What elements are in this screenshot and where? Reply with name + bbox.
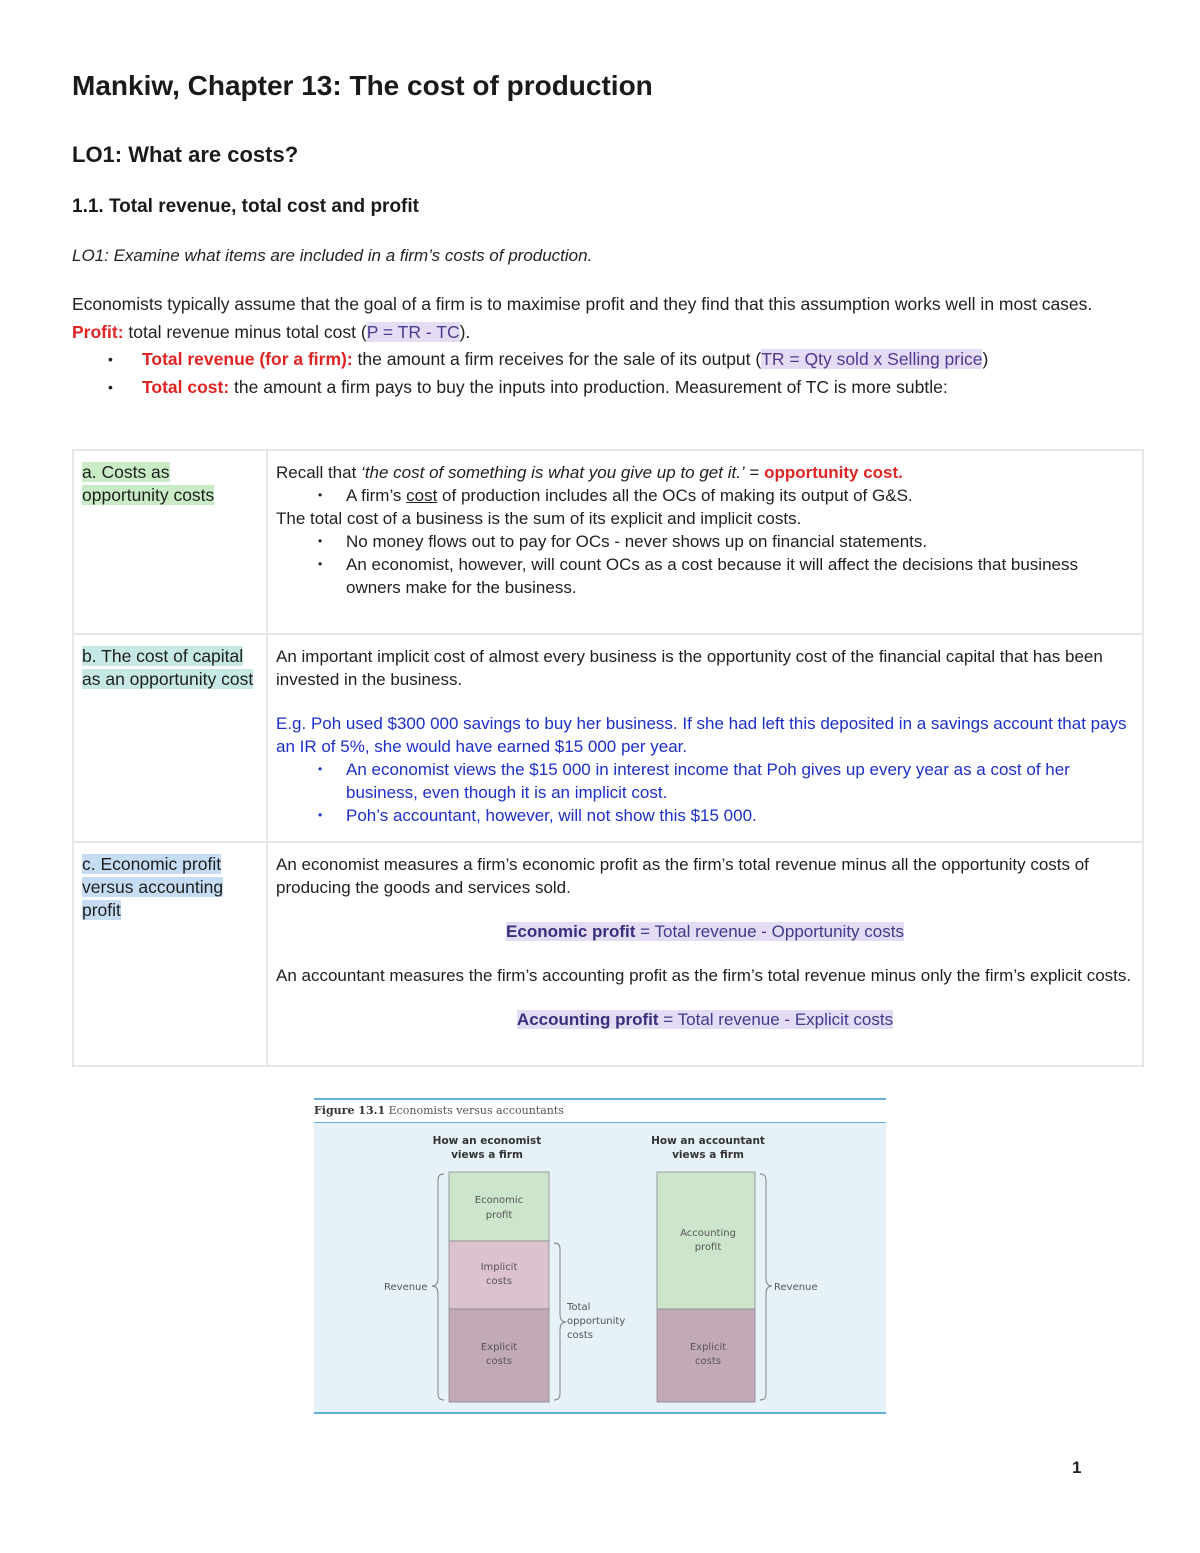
- list-item: • No money flows out to pay for OCs - never shows up on financial statements.: [346, 530, 1134, 553]
- figure-number: Figure 13.1: [314, 1104, 386, 1117]
- toc-label-1: Total: [567, 1302, 591, 1313]
- figure-caption: Economists versus accountants: [385, 1104, 564, 1117]
- implicit-costs-label-1: Implicit: [480, 1262, 518, 1273]
- economic-profit-label-2: profit: [485, 1210, 513, 1221]
- implicit-costs-block: [449, 1241, 549, 1309]
- document-title: Mankiw, Chapter 13: The cost of production: [72, 70, 653, 101]
- opportunity-cost-term: opportunity cost.: [764, 463, 903, 482]
- explicit-costs-label-1: Explicit: [480, 1342, 518, 1353]
- econ-heading-1: How an economist: [432, 1135, 542, 1147]
- formula-term: Accounting profit: [516, 1010, 659, 1029]
- economic-profit-label-1: Economic: [474, 1195, 524, 1206]
- definition-list: [72, 345, 1132, 401]
- figure-13-1: [314, 1098, 886, 1414]
- text: Recall that: [276, 463, 362, 482]
- lo-heading: LO1: What are costs?: [72, 142, 299, 167]
- list-item: • An economist views the $15 000 in interest income that Poh gives up every year as a cost of her business, even though it is an implicit cost.: [346, 758, 1134, 804]
- table-row: [73, 842, 1143, 1066]
- economic-profit-formula: [506, 922, 904, 941]
- explicit-costs-label-2: costs: [486, 1356, 512, 1367]
- revenue-label-left: Revenue: [384, 1282, 428, 1293]
- figure-diagram: [314, 1100, 886, 1412]
- paragraph: The total cost of a business is the sum of its explicit and implicit costs.: [276, 509, 802, 528]
- cost-table: [72, 449, 1144, 1067]
- profit-formula: P = TR - TC: [366, 322, 460, 342]
- accounting-profit-label-2: profit: [694, 1242, 722, 1253]
- lo-statement: LO1: Examine what items are included in a firm’s costs of production.: [72, 246, 593, 265]
- text: A firm’s: [346, 486, 407, 505]
- example-paragraph: E.g. Poh used $300 000 savings to buy her business. If she had left this deposited in a savings account that pays an IR of 5%, she would have earned $15 000 per year.: [276, 714, 1127, 756]
- list-item: [142, 373, 1132, 401]
- total-revenue-term: Total revenue (for a firm):: [142, 349, 353, 369]
- total-cost-text: the amount a firm pays to buy the inputs into production. Measurement of TC is more subtle:: [229, 377, 948, 397]
- total-revenue-text: the amount a firm receives for the sale of its output (: [352, 349, 762, 369]
- accountant-explicit-label-1: Explicit: [689, 1342, 727, 1353]
- total-revenue-end: ): [982, 349, 989, 369]
- table-row: [73, 450, 1143, 634]
- list-item: [142, 345, 1132, 373]
- row-content-cell: [267, 634, 1143, 842]
- row-label: b. The cost of capital as an opportunity cost: [82, 646, 254, 689]
- row-content-cell: [267, 842, 1143, 1066]
- list-item: • Poh’s accountant, however, will not show this $15 000.: [346, 804, 1134, 827]
- profit-definition: total revenue minus total cost (: [123, 322, 367, 342]
- accounting-profit-block: [657, 1172, 755, 1309]
- econ-heading-2: views a firm: [451, 1149, 523, 1161]
- formula-term: Economic profit: [506, 922, 636, 941]
- total-revenue-formula: TR = Qty sold x Selling price: [761, 349, 983, 369]
- row-content-cell: [267, 450, 1143, 634]
- formula-rest: = Total revenue - Explicit costs: [658, 1010, 894, 1029]
- row-label: a. Costs as opportunity costs: [82, 462, 215, 505]
- row-label-cell: [73, 634, 267, 842]
- page-number: 1: [1072, 1458, 1082, 1477]
- acct-heading-1: How an accountant: [651, 1135, 765, 1147]
- toc-label-2: opportunity: [567, 1316, 626, 1327]
- acct-heading-2: views a firm: [672, 1149, 744, 1161]
- paragraph: An economist measures a firm’s economic profit as the firm’s total revenue minus all the opportunity costs of producing the goods and services sold.: [276, 855, 1089, 897]
- opportunity-brace: [554, 1243, 566, 1400]
- row-label: c. Economic profit versus accounting profit: [82, 854, 224, 920]
- list-item: • An economist, however, will count OCs as a cost because it will affect the decisions that business owners make for the business.: [346, 553, 1134, 599]
- revenue-label-right: Revenue: [774, 1282, 818, 1293]
- revenue-brace-right: [760, 1174, 772, 1400]
- list-item: [346, 484, 1134, 507]
- intro-text: Economists typically assume that the goal of a firm is to maximise profit and they find that this assumption works well in most cases.: [72, 294, 1093, 314]
- text: =: [744, 463, 765, 482]
- text: of production includes all the OCs of making its output of G&S.: [437, 486, 913, 505]
- formula-rest: = Total revenue - Opportunity costs: [635, 922, 904, 941]
- economic-profit-block: [449, 1172, 549, 1241]
- total-cost-term: Total cost:: [142, 377, 230, 397]
- intro-paragraph: [72, 290, 1132, 346]
- profit-term: Profit:: [72, 322, 124, 342]
- quote: ‘the cost of something is what you give up to get it.’: [361, 463, 745, 482]
- section-heading: 1.1. Total revenue, total cost and profit: [72, 196, 419, 217]
- revenue-brace-left: [432, 1174, 444, 1400]
- paragraph: An accountant measures the firm’s accounting profit as the firm’s total revenue minus only the firm’s explicit costs.: [276, 966, 1132, 985]
- accounting-profit-label-1: Accounting: [680, 1228, 736, 1239]
- paragraph: An important implicit cost of almost every business is the opportunity cost of the financial capital that has been invested in the business.: [276, 647, 1103, 689]
- implicit-costs-label-2: costs: [486, 1276, 512, 1287]
- accounting-profit-formula: [517, 1010, 893, 1029]
- accountant-explicit-label-2: costs: [695, 1356, 721, 1367]
- table-row: [73, 634, 1143, 842]
- underlined-word: cost: [406, 486, 438, 505]
- toc-label-3: costs: [567, 1330, 593, 1341]
- profit-end: ).: [459, 322, 471, 342]
- row-label-cell: [73, 450, 267, 634]
- row-label-cell: [73, 842, 267, 1066]
